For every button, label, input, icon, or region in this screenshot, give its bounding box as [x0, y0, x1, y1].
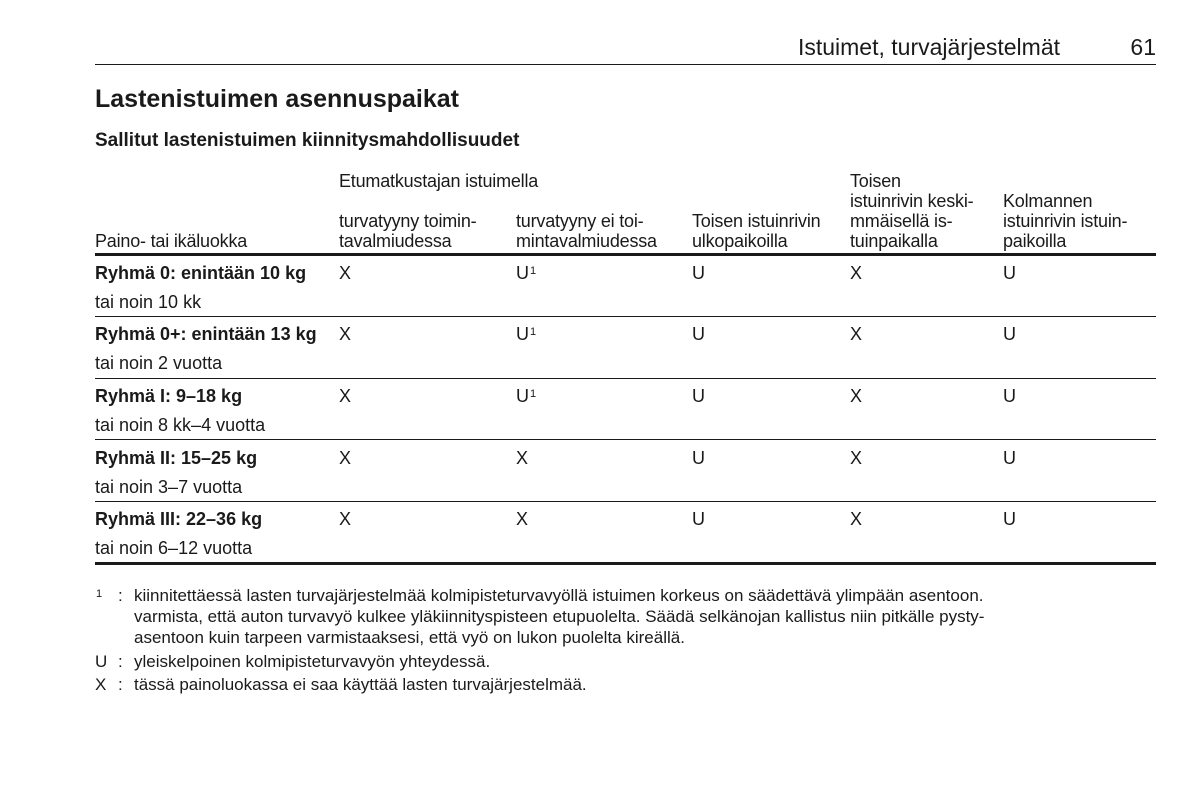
weight-group-cell — [95, 262, 306, 313]
weight-group-cell — [95, 385, 265, 436]
cell-second-row-outer: U — [692, 263, 705, 283]
header-line: ulkopaikoilla — [692, 231, 788, 251]
group-label: Ryhmä 0: enintään 10 kg — [95, 263, 307, 283]
header-line: paikoilla — [1003, 231, 1067, 251]
age-label: tai noin 2 vuotta — [95, 353, 223, 373]
table-subtitle: Sallitut lastenistuimen kiinnitysmahdollisuudet — [95, 130, 520, 151]
footnote-colon: : — [118, 586, 123, 605]
page-number: 61 — [1130, 34, 1156, 60]
header-line: tuinpaikalla — [850, 231, 938, 251]
row-divider — [95, 378, 1156, 379]
cell-airbag-inactive — [516, 323, 536, 345]
footnote-text — [134, 585, 984, 648]
cell-second-row-outer: U — [692, 448, 705, 468]
cell-value: U — [516, 263, 529, 283]
header-rule — [95, 253, 1156, 256]
footnote-text — [134, 674, 587, 695]
header-line: tavalmiudessa — [339, 231, 452, 251]
cell-airbag-inactive — [516, 508, 529, 530]
cell-value: X — [516, 448, 529, 468]
cell-third-row: U — [1003, 386, 1016, 406]
column-header-weight: Paino- tai ikäluokka — [95, 231, 248, 251]
group-label: Ryhmä 0+: enintään 13 kg — [95, 324, 317, 344]
header-line: turvatyyny toimin- — [339, 211, 477, 231]
header-line: mintavalmiudessa — [516, 231, 657, 251]
cell-airbag-active: X — [339, 509, 352, 529]
cell-second-row-center: X — [850, 386, 863, 406]
cell-airbag-inactive — [516, 447, 529, 469]
footnote-line: varmista, että auton turvavyö kulkee yläkiinnityspisteen etupuolelta. Säädä selkänojan kallistus niin pitkälle pysty- — [134, 607, 985, 626]
section-title: Istuimet, turvajärjestelmät — [797, 34, 1060, 60]
weight-group-cell — [95, 508, 262, 559]
cell-airbag-active: X — [339, 386, 352, 406]
front-seat-group-header: Etumatkustajan istuimella — [339, 171, 539, 191]
age-label: tai noin 10 kk — [95, 292, 202, 312]
group-label: Ryhmä II: 15–25 kg — [95, 448, 258, 468]
age-label: tai noin 6–12 vuotta — [95, 538, 253, 558]
cell-second-row-outer: U — [692, 324, 705, 344]
cell-second-row-center: X — [850, 263, 863, 283]
footnote-ref: 1 — [530, 265, 537, 277]
row-divider — [95, 439, 1156, 440]
cell-airbag-active: X — [339, 263, 352, 283]
cell-third-row: U — [1003, 509, 1016, 529]
header-line: istuinrivin keski- — [850, 191, 974, 211]
header-line: Toisen — [850, 171, 901, 191]
cell-value: U — [516, 324, 529, 344]
row-divider — [95, 501, 1156, 502]
column-header-third-row — [1003, 191, 1127, 251]
footnote-text — [134, 651, 490, 672]
page-title: Lastenistuimen asennuspaikat — [95, 85, 460, 113]
column-header-airbag-inactive — [516, 211, 657, 251]
footnote-line: tässä painoluokassa ei saa käyttää lasten turvajärjestelmää. — [134, 675, 587, 694]
row-divider — [95, 316, 1156, 317]
column-header-airbag-active — [339, 211, 476, 251]
header-line: Kolmannen — [1003, 191, 1093, 211]
header-line: turvatyyny ei toi- — [516, 211, 644, 231]
footnote-ref: 1 — [530, 388, 537, 400]
cell-airbag-inactive — [516, 385, 536, 407]
cell-third-row: U — [1003, 448, 1016, 468]
cell-second-row-center: X — [850, 448, 863, 468]
cell-airbag-active: X — [339, 448, 352, 468]
cell-value: U — [516, 386, 529, 406]
table-bottom-rule — [95, 562, 1156, 565]
column-header-second-row-center — [850, 171, 973, 251]
footnote-mark: 1 — [96, 588, 103, 600]
cell-third-row: U — [1003, 324, 1016, 344]
footnote-line: yleiskelpoinen kolmipisteturvavyön yhteydessä. — [134, 652, 491, 671]
header-line: mmäisellä is- — [850, 211, 953, 231]
cell-second-row-outer: U — [692, 386, 705, 406]
footnote-mark: U — [95, 652, 108, 671]
group-label: Ryhmä I: 9–18 kg — [95, 386, 243, 406]
age-label: tai noin 8 kk–4 vuotta — [95, 415, 266, 435]
footnote-line: kiinnitettäessä lasten turvajärjestelmää kolmipisteturvavyöllä istuimen korkeus on säädettävä ylimpään asentoon. — [134, 586, 984, 605]
group-label: Ryhmä III: 22–36 kg — [95, 509, 263, 529]
cell-second-row-center: X — [850, 509, 863, 529]
age-label: tai noin 3–7 vuotta — [95, 477, 243, 497]
column-header-second-row-outer — [692, 211, 820, 251]
footnote-colon: : — [118, 652, 123, 671]
running-header — [95, 32, 1156, 65]
cell-second-row-outer: U — [692, 509, 705, 529]
header-line: istuinrivin istuin- — [1003, 211, 1128, 231]
cell-third-row: U — [1003, 263, 1016, 283]
header-line: Toisen istuinrivin — [692, 211, 821, 231]
footnote-ref: 1 — [530, 326, 537, 338]
weight-group-cell — [95, 323, 317, 374]
footnote-line: asentoon kuin tarpeen varmistaaksesi, että vyö on lukon puolelta kireällä. — [134, 628, 685, 647]
weight-group-cell — [95, 447, 257, 498]
cell-airbag-active: X — [339, 324, 352, 344]
footnote-mark: X — [95, 675, 107, 694]
cell-airbag-inactive — [516, 262, 536, 284]
footnote-colon: : — [118, 675, 123, 694]
cell-second-row-center: X — [850, 324, 863, 344]
cell-value: X — [516, 509, 529, 529]
